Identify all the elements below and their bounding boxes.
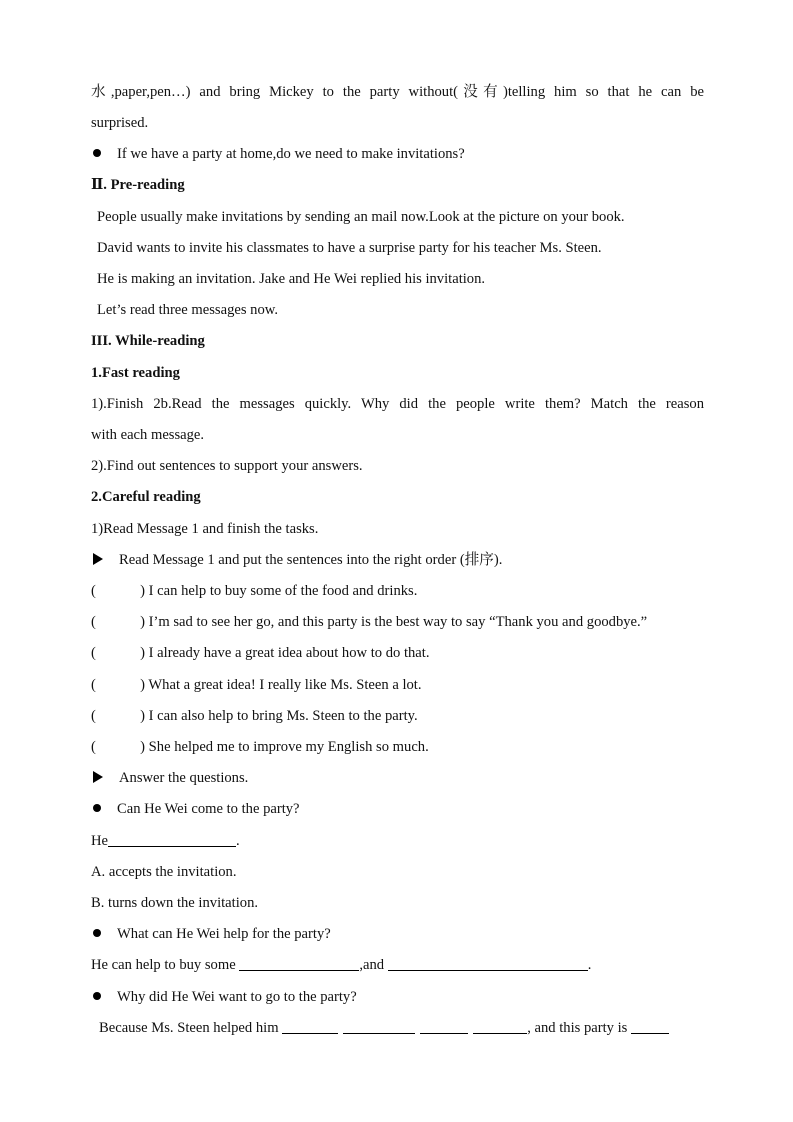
answer-blank[interactable] (108, 833, 236, 847)
careful-reading-heading: 2.Careful reading (91, 489, 201, 505)
question-2-answer: He can help to buy some ,and . (91, 957, 592, 973)
order-blank[interactable]: ( ) (91, 708, 145, 724)
answer-blank[interactable] (631, 1020, 669, 1034)
answer-blank[interactable] (343, 1020, 415, 1034)
question-1-option-b: B. turns down the invitation. (91, 895, 259, 911)
order-item: ( ) I’m sad to see her go, and this party is the best way to say “Thank you and goodbye.” (91, 614, 648, 630)
question-1-option-a: A. accepts the invitation. (91, 864, 237, 880)
answer-blank[interactable] (388, 957, 588, 971)
answer-blank[interactable] (282, 1020, 338, 1034)
answer-blank[interactable] (473, 1020, 527, 1034)
order-item: ( ) I can help to buy some of the food and drinks. (91, 583, 418, 599)
bullet-icon (93, 149, 101, 157)
fast-task-1-line-1: 1).Finish 2b.Read the messages quickly. Why did the people write them? Match the reason (91, 396, 704, 412)
question-3-answer: Because Ms. Steen helped him , and this party is (99, 1019, 704, 1037)
arrow-bullet-icon (93, 771, 103, 783)
order-item: ( ) What a great idea! I really like Ms. Steen a lot. (91, 677, 422, 693)
pre-reading-line: He is making an invitation. Jake and He Wei replied his invitation. (97, 271, 486, 287)
intro-question: If we have a party at home,do we need to make invitations? (91, 145, 704, 163)
order-instruction: Read Message 1 and put the sentences into the right order (排序). (91, 551, 704, 569)
order-blank[interactable]: ( ) (91, 677, 145, 693)
order-item: ( ) I can also help to bring Ms. Steen to the party. (91, 708, 418, 724)
question-1-answer: He . (91, 833, 240, 849)
pre-reading-line: Let’s read three messages now. (97, 302, 279, 318)
bullet-icon (93, 929, 101, 937)
fast-task-1-line-2: with each message. (91, 427, 205, 443)
question-3: Why did He Wei want to go to the party? (91, 988, 704, 1006)
pre-reading-line: David wants to invite his classmates to have a surprise party for his teacher Ms. Steen. (97, 240, 602, 256)
careful-task-1: 1)Read Message 1 and finish the tasks. (91, 521, 319, 537)
order-blank[interactable]: ( ) (91, 739, 145, 755)
answer-blank[interactable] (239, 957, 359, 971)
answer-instruction: Answer the questions. (91, 769, 704, 787)
order-blank[interactable]: ( ) (91, 614, 145, 630)
order-blank[interactable]: ( ) (91, 583, 145, 599)
fast-task-2: 2).Find out sentences to support your answers. (91, 458, 363, 474)
question-2: What can He Wei help for the party? (91, 925, 704, 943)
while-reading-heading: III. While-reading (91, 333, 205, 349)
bullet-icon (93, 804, 101, 812)
question-1: Can He Wei come to the party? (91, 800, 704, 818)
intro-line-2: surprised. (91, 115, 149, 131)
pre-reading-heading: Ⅱ. Pre-reading (91, 177, 185, 193)
order-item: ( ) She helped me to improve my English so much. (91, 739, 429, 755)
bullet-icon (93, 992, 101, 1000)
intro-line-1: 水,paper,pen…) and bring Mickey to the party without(没有)telling him so that he can be (91, 84, 704, 100)
fast-reading-heading: 1.Fast reading (91, 365, 180, 381)
answer-blank[interactable] (420, 1020, 468, 1034)
order-blank[interactable]: ( ) (91, 645, 145, 661)
order-item: ( ) I already have a great idea about how to do that. (91, 645, 430, 661)
pre-reading-line: People usually make invitations by sending an mail now.Look at the picture on your book. (97, 209, 625, 225)
arrow-bullet-icon (93, 553, 103, 565)
